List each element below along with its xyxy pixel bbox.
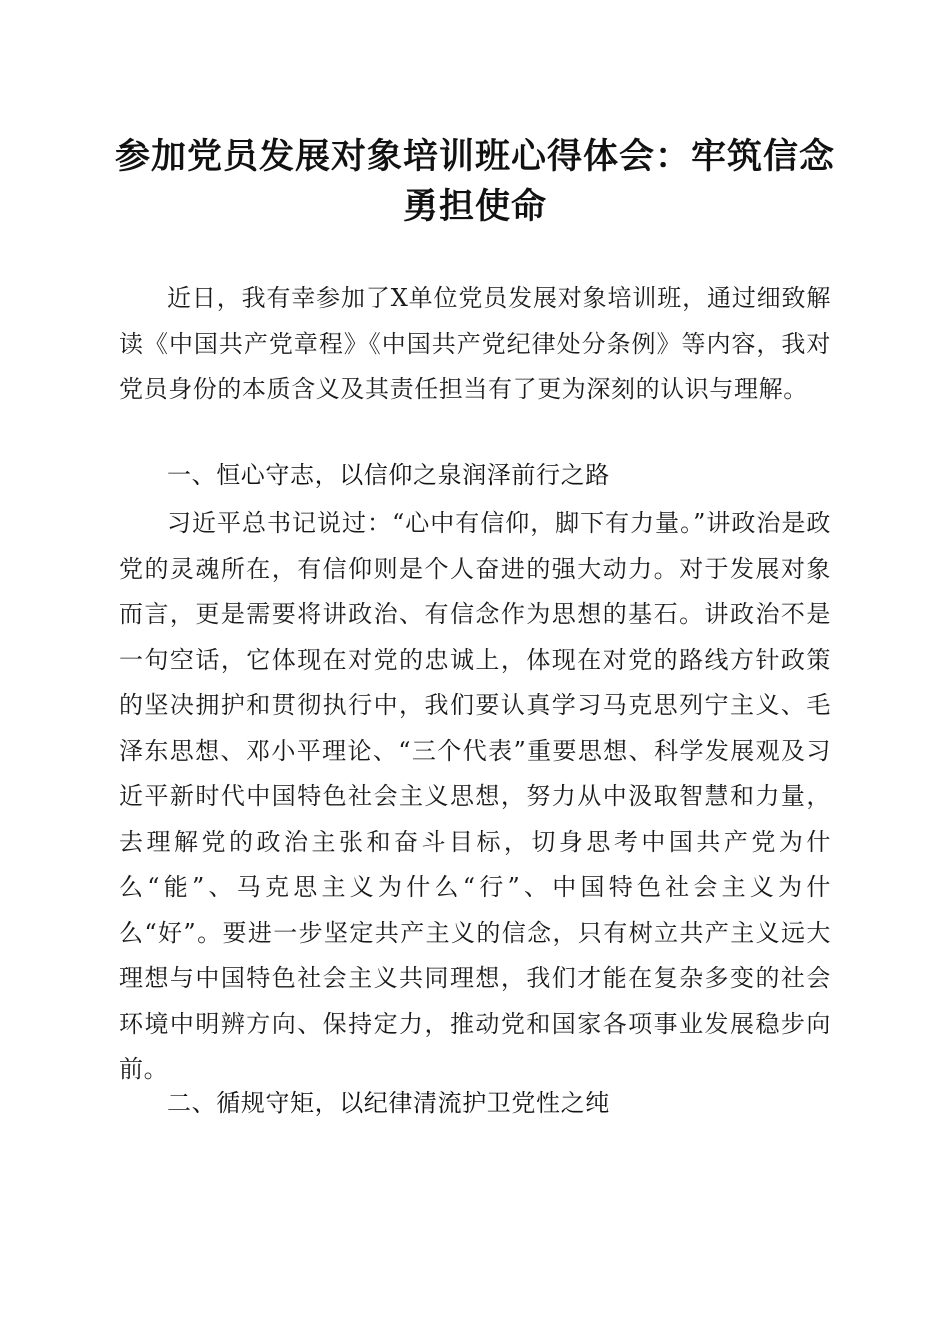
title-line-2: 勇担使命 [402, 186, 547, 227]
section-heading-2: 二、循规守矩，以纪律清流护卫党性之纯 [167, 1089, 610, 1117]
intro-paragraph: 近日，我有幸参加了X单位党员发展对象培训班，通过细致解读《中国共产党章程》《中国共产党纪律处分条例》等内容，我对党员身份的本质含义及其责任担当有了更为深刻的认识与理解。 [119, 284, 831, 403]
title-line-1: 参加党员发展对象培训班心得体会：牢筑信念 [114, 136, 835, 177]
document-title [100, 132, 850, 232]
section-heading-1: 一、恒心守志，以信仰之泉润泽前行之路 [167, 461, 610, 489]
section-1-paragraph: 习近平总书记说过：“心中有信仰，脚下有力量。”讲政治是政党的灵魂所在，有信仰则是个人奋进的强大动力。对于发展对象而言，更是需要将讲政治、有信念作为思想的基石。讲政治不是一句空话，它体现在对党的忠诚上，体现在对党的路线方针政策的坚决拥护和贯彻执行中，我们要认真学习马克思列宁主义、毛泽东思想、邓小平理论、“三个代表”重要思想、科学发展观及习近平新时代中国特色社会主义思想，努力从中汲取智慧和力量，去理解党的政治主张和奋斗目标，切身思考中国共产党为什么“能”、马克思主义为什么“行”、中国特色社会主义为什么“好”。要进一步坚定共产主义的信念，只有树立共产主义远大理想与中国特色社会主义共同理想，我们才能在复杂多变的社会环境中明辨方向、保持定力，推动党和国家各项事业发展稳步向前。 [119, 509, 831, 1083]
